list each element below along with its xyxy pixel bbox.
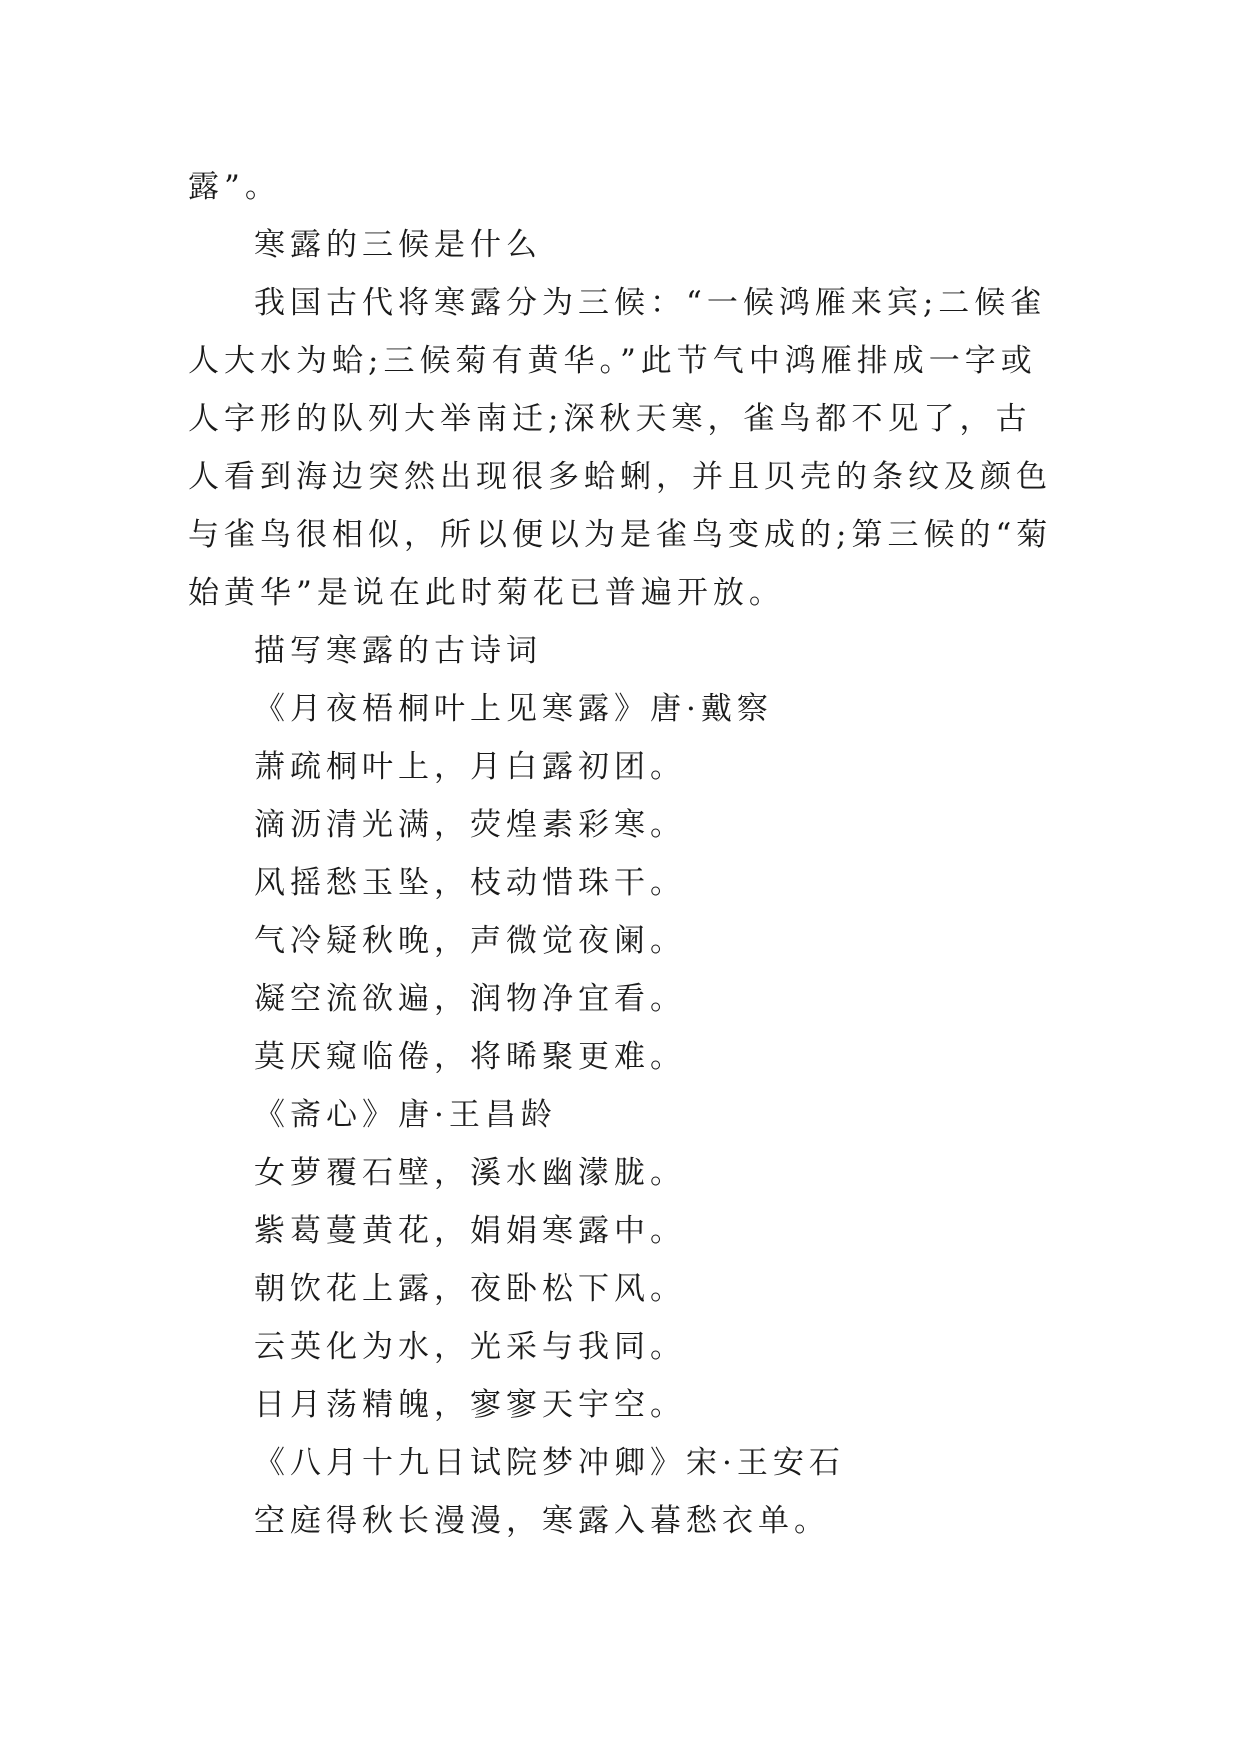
poem-line: 日月荡精魄，寥寥天宇空。 (254, 1387, 686, 1423)
poem-line: 风摇愁玉坠，枝动惜珠干。 (254, 865, 686, 901)
poem-line: 气冷疑秋晚，声微觉夜阑。 (254, 923, 686, 959)
document-body (188, 158, 1054, 1550)
poem-line: 萧疏桐叶上，月白露初团。 (254, 749, 686, 785)
section-heading-poems: 描写寒露的古诗词 (254, 633, 542, 669)
poem-line: 凝空流欲遍，润物净宜看。 (254, 981, 686, 1017)
poem-title: 《八月十九日试院梦冲卿》宋·王安石 (254, 1445, 845, 1481)
poem-line: 女萝覆石壁，溪水幽濛胧。 (254, 1155, 686, 1191)
poem-line: 紫葛蔓黄花，娟娟寒露中。 (254, 1213, 686, 1249)
poem-title: 《斋心》唐·王昌龄 (254, 1097, 557, 1133)
poem-line: 滴沥清光满，荧煌素彩寒。 (254, 807, 686, 843)
continuation-line: 露”。 (188, 169, 281, 205)
poem-line: 朝饮花上露，夜卧松下风。 (254, 1271, 686, 1307)
paragraph-climate: 我国古代将寒露分为三候：“一候鸿雁来宾;二候雀人大水为蛤;三候菊有黄华。”此节气中鸿雁排成一字或人字形的队列大举南迁;深秋天寒，雀鸟都不见了，古人看到海边突然出现很多蛤蜊，并且贝壳的条纹及颜色与雀鸟很相似，所以便以为是雀鸟变成的;第三候的“菊始黄华”是说在此时菊花已普遍开放。 (188, 285, 1053, 611)
poem-line: 空庭得秋长漫漫，寒露入暮愁衣单。 (254, 1503, 830, 1539)
poem-line: 云英化为水，光采与我同。 (254, 1329, 686, 1365)
poem-title: 《月夜梧桐叶上见寒露》唐·戴察 (254, 691, 773, 727)
section-heading-climate: 寒露的三候是什么 (254, 227, 542, 263)
poem-line: 莫厌窥临倦，将晞聚更难。 (254, 1039, 686, 1075)
